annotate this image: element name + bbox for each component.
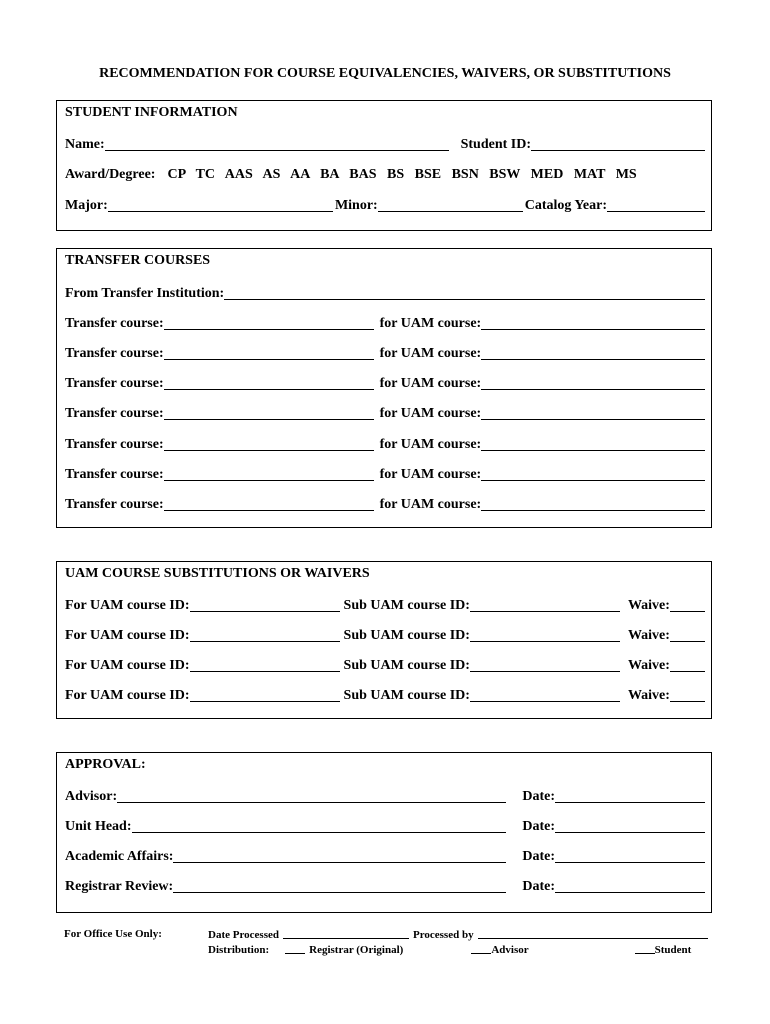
section-heading: TRANSFER COURSES	[65, 253, 211, 268]
catalog-year-field[interactable]	[607, 197, 705, 212]
processed-by-label: Processed by	[412, 929, 474, 941]
substitution-row	[65, 654, 705, 674]
student-id-label: Student ID:	[460, 137, 531, 152]
section-heading: STUDENT INFORMATION	[65, 105, 238, 120]
uam-course-field[interactable]	[481, 405, 705, 420]
for-course-label: For UAM course ID:	[65, 658, 190, 673]
minor-field[interactable]	[378, 197, 523, 212]
institution-row	[65, 282, 705, 302]
name-label: Name:	[65, 137, 105, 152]
waive-field[interactable]	[670, 597, 705, 612]
uam-course-label: for UAM course:	[379, 497, 482, 512]
waive-label: Waive:	[627, 628, 670, 643]
sub-course-field[interactable]	[470, 687, 620, 702]
date-processed-field[interactable]	[283, 928, 409, 939]
uam-course-label: for UAM course:	[379, 406, 482, 421]
major-field[interactable]	[108, 197, 333, 212]
processed-by-field[interactable]	[478, 928, 708, 939]
uam-course-field[interactable]	[481, 315, 705, 330]
substitution-row	[65, 594, 705, 614]
advisor-copy-label: Advisor	[491, 944, 529, 956]
catalog-year-label: Catalog Year:	[524, 198, 607, 213]
registrar-check-field[interactable]	[285, 943, 305, 954]
transfer-course-row	[65, 402, 705, 422]
unit-head-date-field[interactable]	[555, 818, 705, 833]
date-label: Date:	[522, 789, 555, 804]
uam-course-field[interactable]	[481, 436, 705, 451]
sub-course-label: Sub UAM course ID:	[343, 598, 470, 613]
substitution-row	[65, 624, 705, 644]
advisor-date-field[interactable]	[555, 788, 705, 803]
transfer-course-label: Transfer course:	[65, 497, 164, 512]
sub-course-field[interactable]	[470, 657, 620, 672]
date-processed-label: Date Processed	[208, 929, 279, 941]
uam-course-label: for UAM course:	[379, 437, 482, 452]
registrar-review-signature-field[interactable]	[173, 878, 506, 893]
transfer-course-field[interactable]	[164, 466, 374, 481]
for-course-label: For UAM course ID:	[65, 598, 190, 613]
institution-field[interactable]	[224, 285, 705, 300]
academic-affairs-date-field[interactable]	[555, 848, 705, 863]
major-row	[65, 194, 705, 214]
for-course-field[interactable]	[190, 657, 340, 672]
sub-course-field[interactable]	[470, 597, 620, 612]
student-information-section	[56, 100, 712, 231]
academic-affairs-row	[65, 845, 705, 865]
award-row	[65, 163, 705, 183]
award-label: Award/Degree:	[65, 167, 156, 182]
registrar-review-label: Registrar Review:	[65, 879, 174, 894]
office-use-label: For Office Use Only:	[64, 928, 162, 940]
transfer-course-label: Transfer course:	[65, 437, 164, 452]
waive-field[interactable]	[670, 687, 705, 702]
academic-affairs-label: Academic Affairs:	[65, 849, 174, 864]
institution-label: From Transfer Institution:	[65, 286, 225, 301]
transfer-course-row	[65, 433, 705, 453]
unit-head-label: Unit Head:	[65, 819, 132, 834]
sub-course-field[interactable]	[470, 627, 620, 642]
for-course-field[interactable]	[190, 597, 340, 612]
uam-course-label: for UAM course:	[379, 467, 482, 482]
transfer-courses-section	[56, 248, 712, 528]
advisor-label: Advisor:	[65, 789, 118, 804]
waive-label: Waive:	[627, 688, 670, 703]
for-course-label: For UAM course ID:	[65, 688, 190, 703]
registrar-date-field[interactable]	[555, 878, 705, 893]
uam-course-label: for UAM course:	[379, 346, 482, 361]
for-course-field[interactable]	[190, 627, 340, 642]
transfer-course-row	[65, 493, 705, 513]
approval-section	[56, 752, 712, 913]
student-id-field[interactable]	[531, 136, 705, 151]
advisor-signature-field[interactable]	[117, 788, 506, 803]
date-label: Date:	[522, 849, 555, 864]
transfer-course-field[interactable]	[164, 496, 374, 511]
date-label: Date:	[522, 879, 555, 894]
uam-course-field[interactable]	[481, 496, 705, 511]
transfer-course-row	[65, 372, 705, 392]
name-row	[65, 133, 705, 153]
transfer-course-label: Transfer course:	[65, 346, 164, 361]
waive-field[interactable]	[670, 657, 705, 672]
transfer-course-row	[65, 342, 705, 362]
transfer-course-label: Transfer course:	[65, 406, 164, 421]
section-heading: UAM COURSE SUBSTITUTIONS OR WAIVERS	[65, 566, 370, 581]
award-options[interactable]: CP TC AAS AS AA BA BAS BS BSE BSN BSW MED MAT MS	[167, 167, 637, 182]
name-field[interactable]	[105, 136, 449, 151]
form-title: RECOMMENDATION FOR COURSE EQUIVALENCIES, WAIVERS, OR SUBSTITUTIONS	[99, 66, 671, 81]
waive-label: Waive:	[627, 598, 670, 613]
waive-label: Waive:	[627, 658, 670, 673]
transfer-course-row	[65, 463, 705, 483]
transfer-course-field[interactable]	[164, 315, 374, 330]
for-course-label: For UAM course ID:	[65, 628, 190, 643]
substitutions-section	[56, 561, 712, 719]
uam-course-field[interactable]	[481, 345, 705, 360]
advisor-check-field[interactable]	[471, 943, 491, 954]
uam-course-field[interactable]	[481, 375, 705, 390]
transfer-course-label: Transfer course:	[65, 376, 164, 391]
advisor-row	[65, 785, 705, 805]
uam-course-field[interactable]	[481, 466, 705, 481]
distribution-label: Distribution:	[208, 944, 270, 956]
registrar-review-row	[65, 875, 705, 895]
for-course-field[interactable]	[190, 687, 340, 702]
unit-head-signature-field[interactable]	[132, 818, 507, 833]
transfer-course-label: Transfer course:	[65, 467, 164, 482]
transfer-course-field[interactable]	[164, 345, 374, 360]
uam-course-label: for UAM course:	[379, 376, 482, 391]
substitution-row	[65, 684, 705, 704]
waive-field[interactable]	[670, 627, 705, 642]
sub-course-label: Sub UAM course ID:	[343, 628, 470, 643]
sub-course-label: Sub UAM course ID:	[343, 658, 470, 673]
transfer-course-field[interactable]	[164, 375, 374, 390]
minor-label: Minor:	[334, 198, 378, 213]
transfer-course-row	[65, 312, 705, 332]
transfer-course-field[interactable]	[164, 405, 374, 420]
transfer-course-label: Transfer course:	[65, 316, 164, 331]
unit-head-row	[65, 815, 705, 835]
academic-affairs-signature-field[interactable]	[173, 848, 506, 863]
student-copy-label: Student	[654, 944, 692, 956]
uam-course-label: for UAM course:	[379, 316, 482, 331]
registrar-original-label: Registrar (Original)	[309, 944, 404, 956]
transfer-course-field[interactable]	[164, 436, 374, 451]
student-check-field[interactable]	[635, 943, 655, 954]
major-label: Major:	[65, 198, 108, 213]
sub-course-label: Sub UAM course ID:	[343, 688, 470, 703]
section-heading: APPROVAL:	[65, 757, 146, 772]
date-label: Date:	[522, 819, 555, 834]
